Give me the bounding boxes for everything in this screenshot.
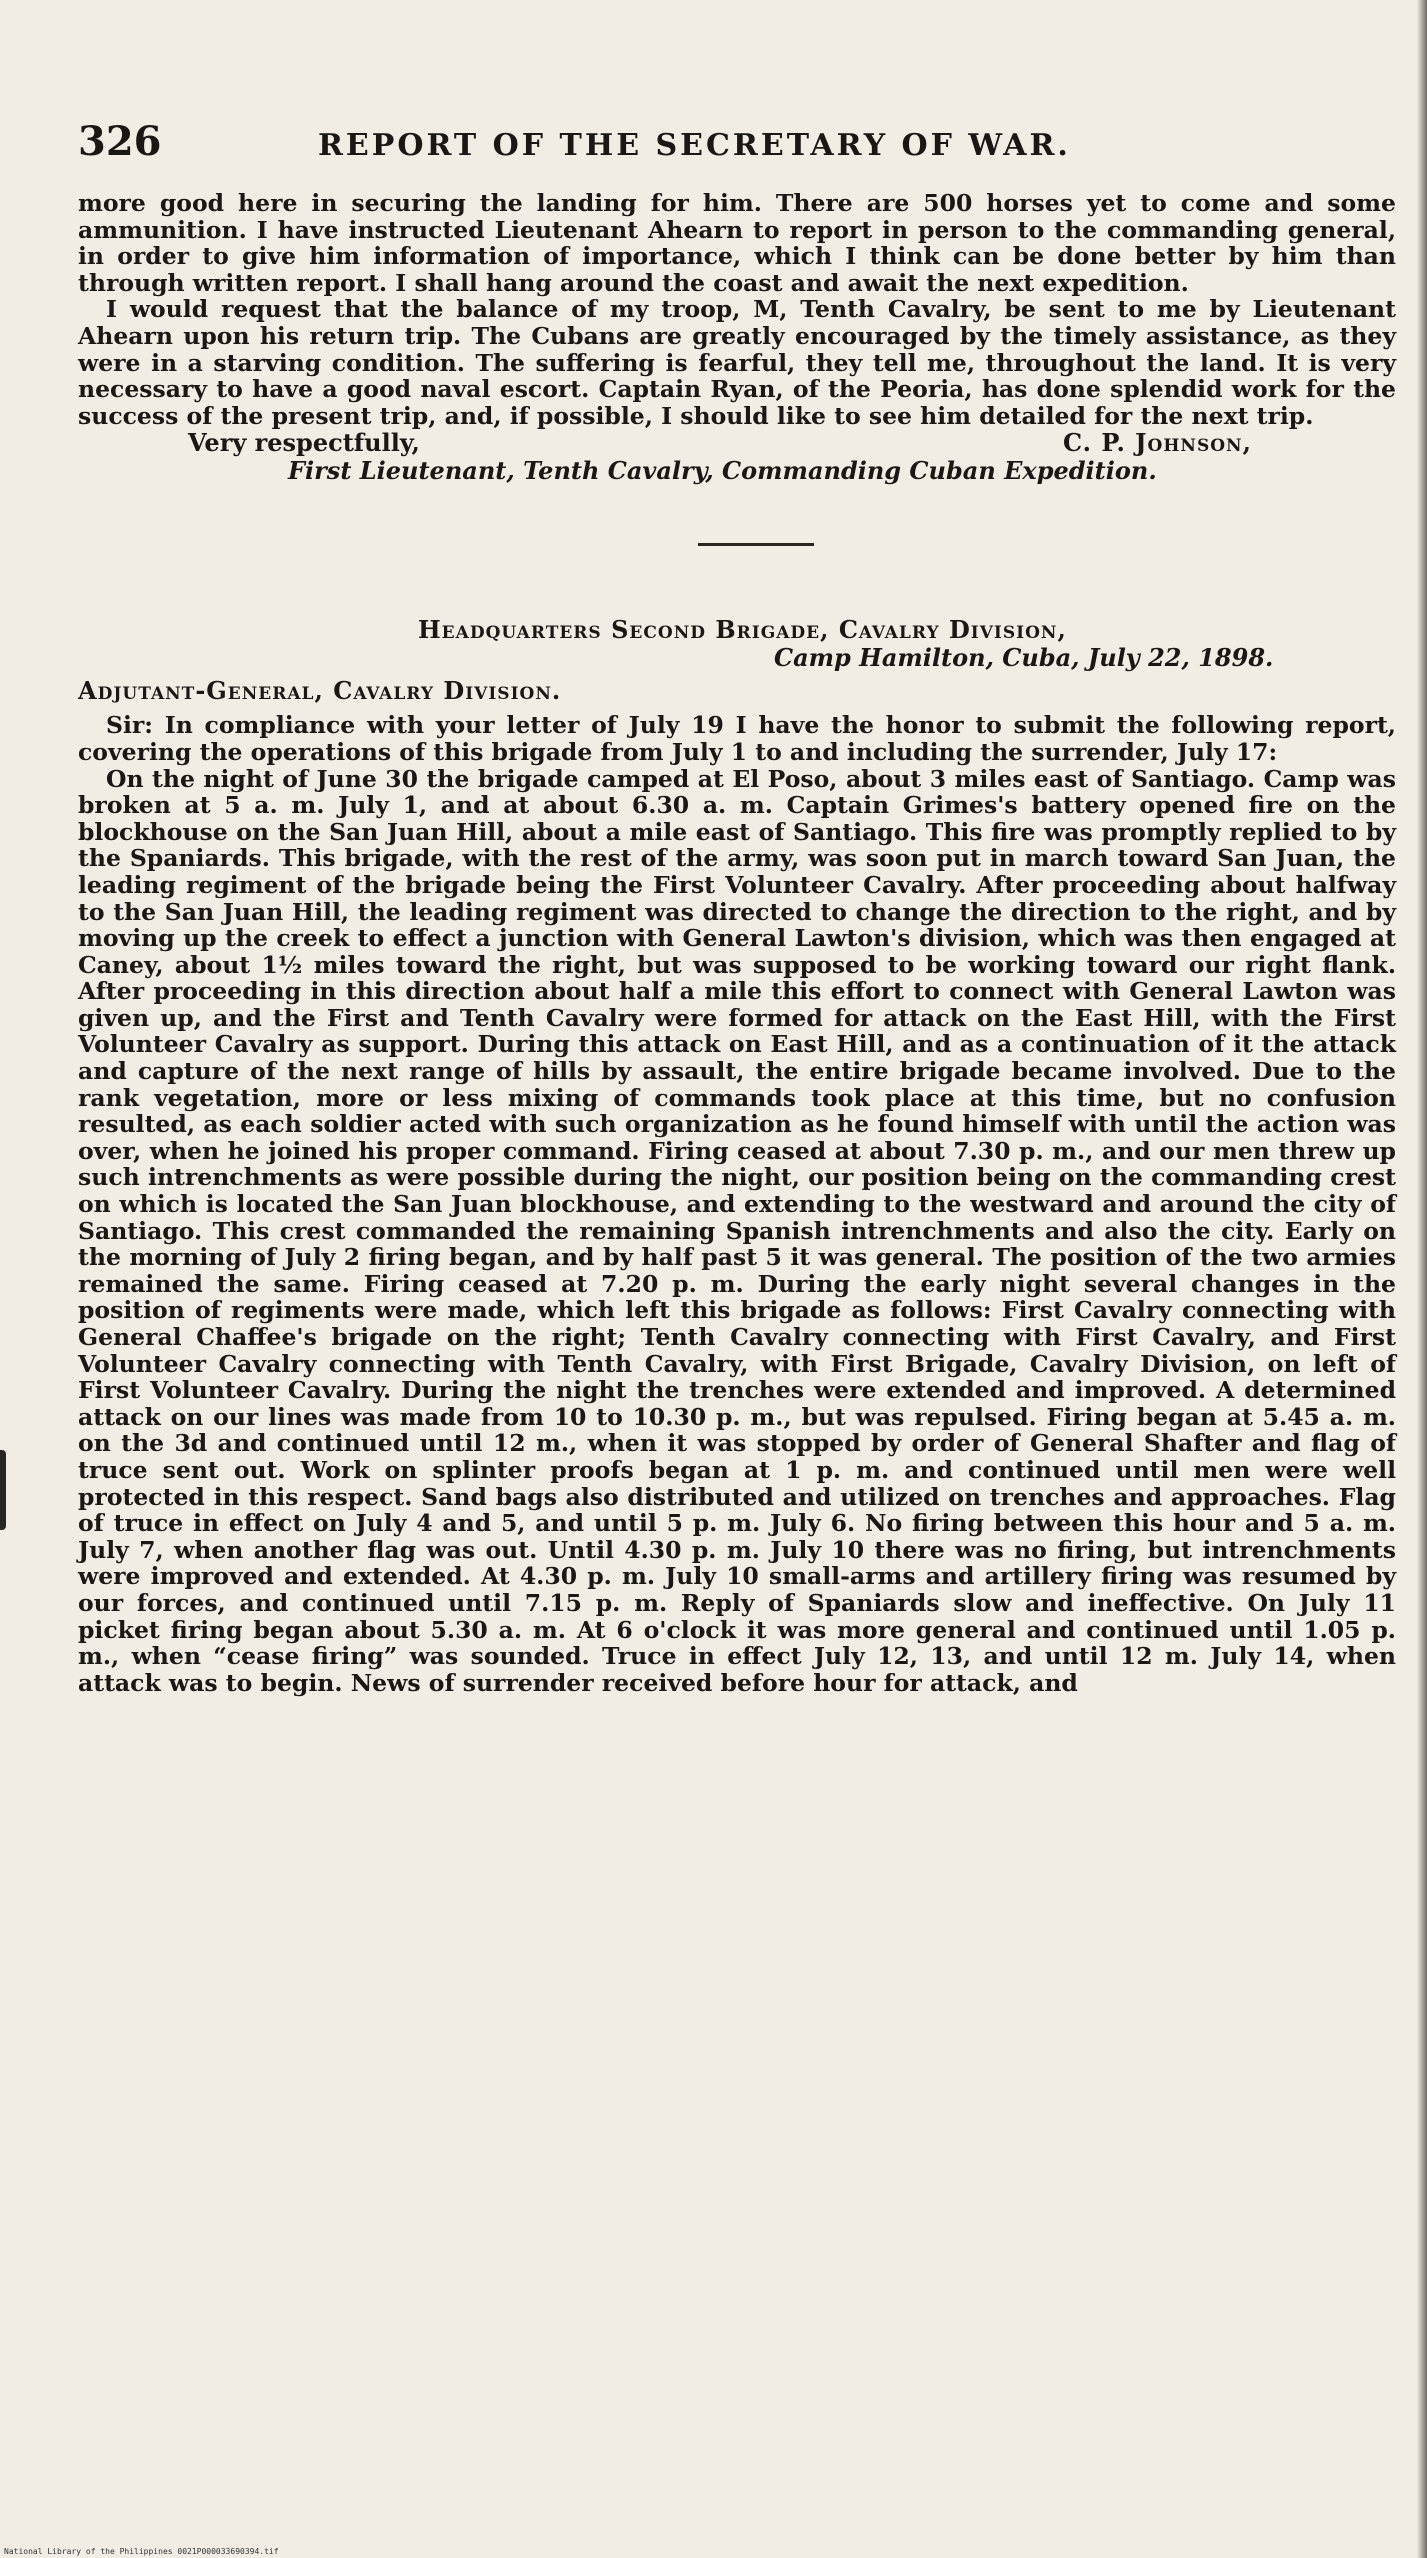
running-title: REPORT OF THE SECRETARY OF WAR. xyxy=(318,128,1071,163)
letter-johnson xyxy=(78,190,1396,485)
signer-title: First Lieutenant, Tenth Cavalry, Commanding Cuban Expedition. xyxy=(288,456,1157,486)
section-divider xyxy=(698,543,814,546)
scan-source-footer: National Library of the Philippines 0021P000033690394.tif xyxy=(4,2547,279,2556)
page-number: 326 xyxy=(78,118,162,165)
addressee: Adjutant-General, Cavalry Division. xyxy=(78,676,562,706)
place-date-line: Camp Hamilton, Cuba, July 22, 1898. xyxy=(774,643,1274,673)
page-header xyxy=(78,118,1396,190)
scan-edge-shadow xyxy=(1417,0,1427,2558)
headquarters-line: Headquarters Second Brigade, Cavalry Division, xyxy=(418,615,1067,645)
paragraph: On the night of June 30 the brigade camped at El Poso, about 3 miles east of Santiago. Camp was broken at 5 a. m. July 1, and at about 6.30 a. m. Captain Grimes's battery opened fire on the blockhouse on the San Juan Hill, about a mile east of Santiago. This fire was promptly replied to by the Spaniards. This brigade, with the rest of the army, was soon put in march toward San Juan, the leading regiment of the brigade being the First Volunteer Cavalry. After proceeding about halfway to the San Juan Hill, the leading regiment was directed to change the direction to the right, and by moving up the creek to effect a junction with General Lawton's division, which was then engaged at Caney, about 1½ miles toward the right, but was supposed to be working toward our right flank. After proceeding in this direction about half a mile this effort to connect with General Lawton was given up, and the First and Tenth Cavalry were formed for attack on the East Hill, with the First Volunteer Cavalry as support. During this attack on East Hill, and as a continuation of it the attack and capture of the next range of hills by assault, the entire brigade became involved. Due to the rank vegetation, more or less mixing of commands took place at this time, but no confusion resulted, as each soldier acted with such organization as he found himself with until the action was over, when he joined his proper command. Firing ceased at about 7.30 p. m., and our men threw up such intrenchments as were possible during the night, our position being on the commanding crest on which is located the San Juan blockhouse, and extending to the westward and around the city of Santiago. This crest commanded the remaining Spanish intrenchments and also the city. Early on the morning of July 2 firing began, and by half past 5 it was general. The position of the two armies remained the same. Firing ceased at 7.20 p. m. During the early night several changes in the position of regiments were made, which left this brigade as follows: First Cavalry connecting with General Chaffee's brigade on the right; Tenth Cavalry connecting with First Cavalry, and First Volunteer Cavalry connecting with Tenth Cavalry, with First Brigade, Cavalry Division, on left of First Volunteer Cavalry. During the night the trenches were extended and improved. A determined attack on our lines was made from 10 to 10.30 p. m., but was repulsed. Firing began at 5.45 a. m. on the 3d and continued until 12 m., when it was stopped by order of General Shafter and flag of truce sent out. Work on splinter proofs began at 1 p. m. and continued until men were well protected in this respect. Sand bags also distributed and utilized on trenches and approaches. Flag of truce in effect on July 4 and 5, and until 5 p. m. July 6. No firing between this hour and 5 a. m. July 7, when another flag was out. Until 4.30 p. m. July 10 there was no firing, but intrenchments were improved and extended. At 4.30 p. m. July 10 small-arms and artillery firing was resumed by our forces, and continued until 7.15 p. m. Reply of Spaniards slow and ineffective. On July 11 picket firing began about 5.30 a. m. At 6 o'clock it was more general and continued until 1.05 p. m., when “cease firing” was sounded. Truce in effect July 12, 13, and until 12 m. July 14, when attack was to begin. News of surrender received before hour for attack, and xyxy=(78,764,1396,1697)
paragraph: more good here in securing the landing for him. There are 500 horses yet to come and some ammunition. I have instructed Lieutenant Ahearn to report in person to the commanding general, in order to give him information of importance, which I think can be done better by him than through written report. I shall hang around the coast and await the next expedition. xyxy=(78,189,1396,297)
letter-closing xyxy=(78,429,1396,485)
paragraph: Sir: In compliance with your letter of July 19 I have the honor to submit the following report, covering the operations of this brigade from July 1 to and including the surrender, July 17: xyxy=(78,711,1396,766)
paragraph: I would request that the balance of my troop, M, Tenth Cavalry, be sent to me by Lieutenant Ahearn upon his return trip. The Cubans are greatly encouraged by the timely assistance, as they were in a starving condition. The suffering is fearful, they tell me, throughout the land. It is very necessary to have a good naval escort. Captain Ryan, of the Peoria, has done splendid work for the success of the present trip, and, if possible, I should like to see him detailed for the next trip. xyxy=(78,295,1396,430)
scan-binding-mark xyxy=(0,1450,6,1530)
signer-name: C. P. Johnson, xyxy=(1063,428,1252,458)
dateline xyxy=(78,616,1396,676)
document-page xyxy=(78,118,1396,1696)
letter-second-brigade xyxy=(78,616,1396,1696)
salutation: Very respectfully, xyxy=(188,428,420,458)
